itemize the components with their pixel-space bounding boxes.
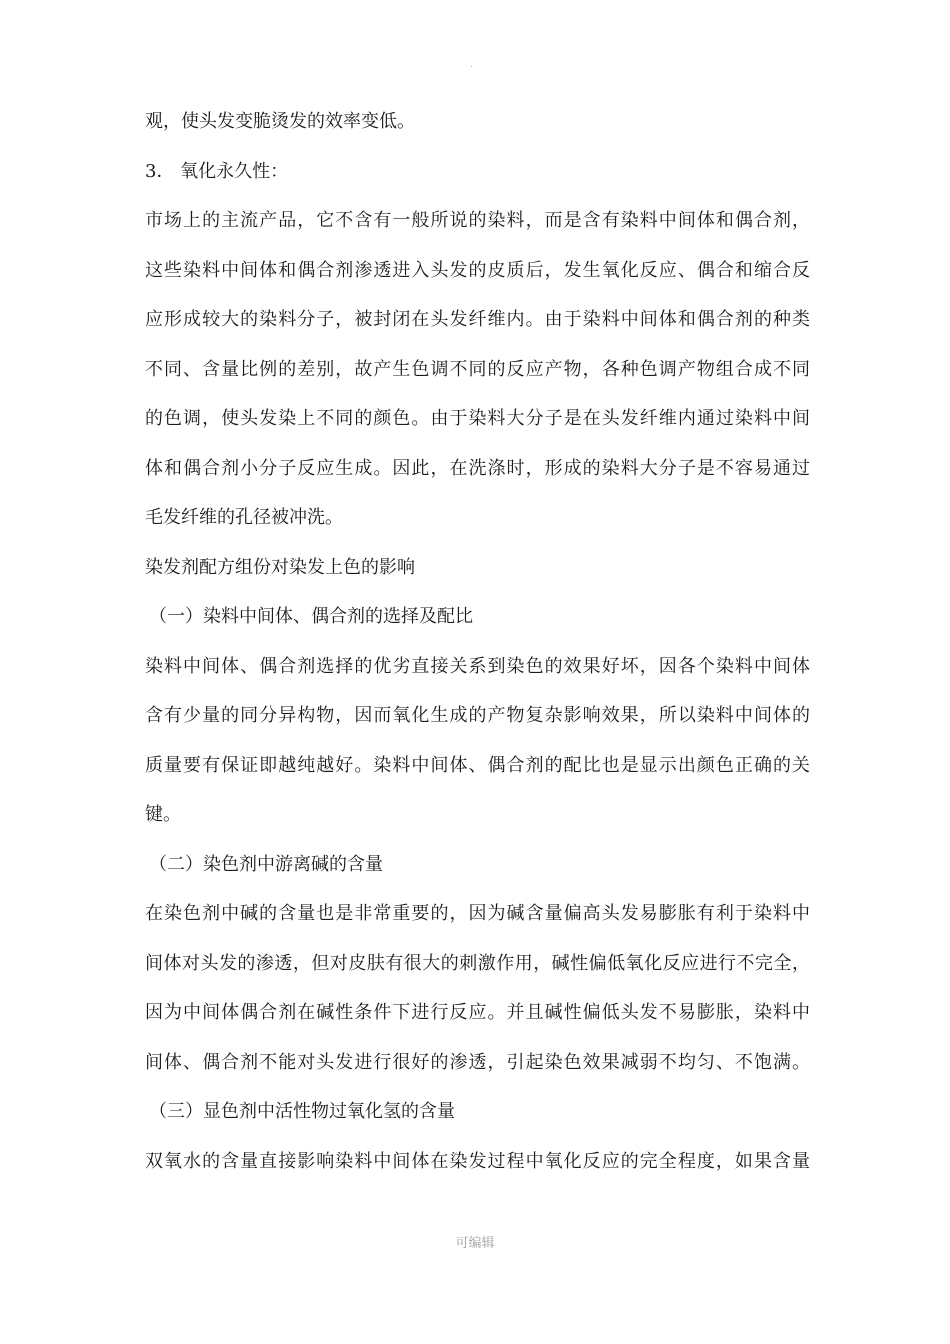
paragraph-line: 不同、含量比例的差别，故产生色调不同的反应产物，各种色调产物组合成不同: [145, 358, 810, 380]
paragraph-line: 体和偶合剂小分子反应生成。因此，在洗涤时，形成的染料大分子是不容易通过: [145, 457, 810, 479]
paragraph-line: 键。: [145, 804, 181, 825]
paragraph-line: 质量要有保证即越纯越好。染料中间体、偶合剂的配比也是显示出颜色正确的关: [145, 754, 810, 776]
paragraph-line: 应形成较大的染料分子，被封闭在头发纤维内。由于染料中间体和偶合剂的种类: [145, 309, 810, 330]
page-footer-label: 可编辑: [455, 1236, 495, 1251]
paragraph-line: 毛发纤维的孔径被冲洗。: [145, 507, 343, 528]
paragraph-line: 这些染料中间体和偶合剂渗透进入头发的皮质后，发生氧化反应、偶合和缩合反: [145, 259, 810, 281]
paragraph-line: 染料中间体、偶合剂选择的优劣直接关系到染色的效果好坏，因各个染料中间体: [145, 655, 810, 677]
paragraph-line: 含有少量的同分异构物，因而氧化生成的产物复杂影响效果，所以染料中间体的: [145, 705, 810, 726]
section-heading: 3． 氧化永久性：: [145, 160, 289, 182]
paragraph-line: 在染色剂中碱的含量也是非常重要的，因为碱含量偏高头发易膨胀有利于染料中: [145, 903, 810, 924]
document-body: [145, 104, 810, 1193]
section-heading: 染发剂配方组份对染发上色的影响: [145, 556, 415, 578]
subsection-heading: （一）染料中间体、偶合剂的选择及配比: [149, 606, 473, 627]
subsection-heading: （三）显色剂中活性物过氧化氢的含量: [149, 1101, 455, 1122]
paragraph-line: 双氧水的含量直接影响染料中间体在染发过程中氧化反应的完全程度，如果含量: [145, 1150, 810, 1172]
paragraph-line: 市场上的主流产品，它不含有一般所说的染料，而是含有染料中间体和偶合剂，: [145, 210, 810, 231]
paragraph-line: 观，使头发变脆烫发的效率变低。: [145, 111, 415, 132]
header-mark: .: [470, 60, 473, 70]
paragraph-line: 因为中间体偶合剂在碱性条件下进行反应。并且碱性偏低头发不易膨胀，染料中: [145, 1002, 810, 1023]
paragraph-line: 的色调，使头发染上不同的颜色。由于染料大分子是在头发纤维内通过染料中间: [145, 408, 810, 429]
paragraph-line: 间体、偶合剂不能对头发进行很好的渗透，引起染色效果减弱不均匀、不饱满。: [145, 1051, 810, 1073]
paragraph-line: 间体对头发的渗透，但对皮肤有很大的刺激作用，碱性偏低氧化反应进行不完全，: [145, 952, 810, 974]
subsection-heading: （二）染色剂中游离碱的含量: [149, 853, 383, 875]
